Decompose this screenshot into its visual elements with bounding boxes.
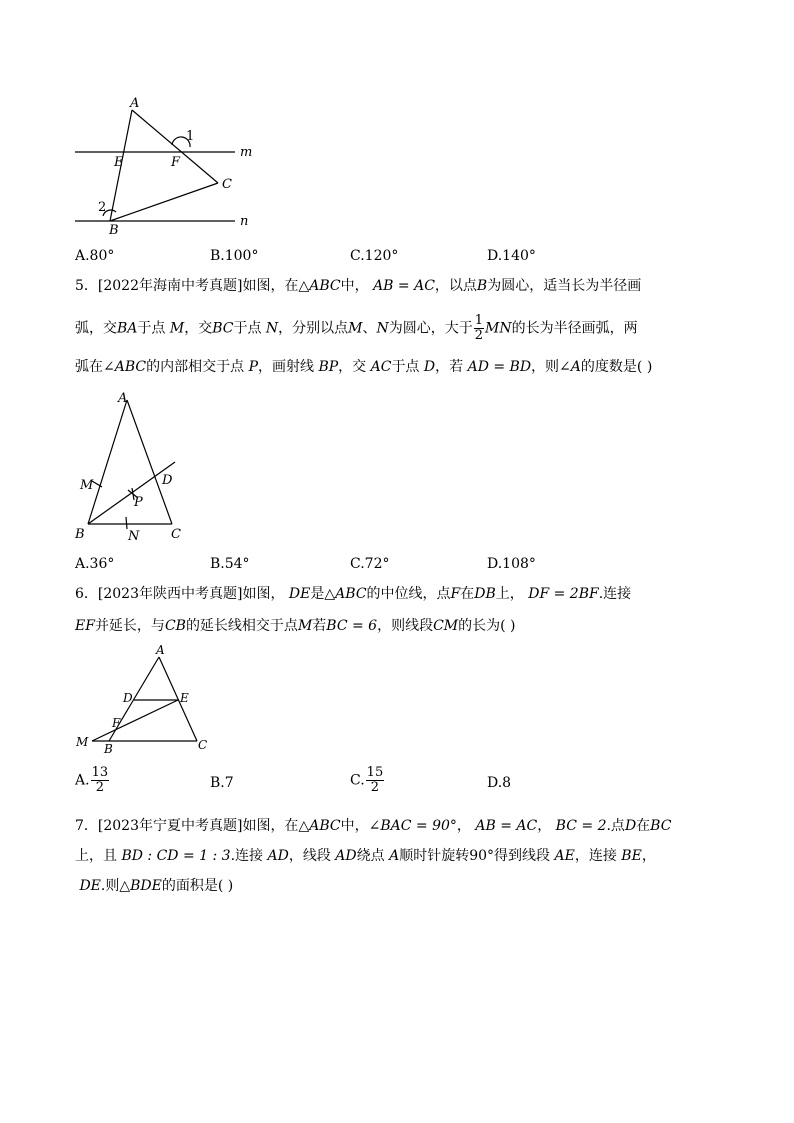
- q4-figure: [70, 95, 260, 240]
- label-m: M: [80, 478, 94, 493]
- segment-bc: [110, 183, 218, 221]
- label-m: m: [240, 145, 253, 160]
- q5-option-d[interactable]: D.108°: [487, 556, 536, 572]
- label-m: M: [76, 735, 89, 749]
- label-c: C: [198, 738, 208, 752]
- q6-option-a[interactable]: A. $\frac{13}{2}$: [75, 765, 109, 795]
- q7-text-line-3: DE.则△BDE的面积是( ): [79, 878, 234, 894]
- q6-option-d[interactable]: D.8: [487, 775, 512, 791]
- label-e: E: [180, 691, 189, 705]
- q5-option-a[interactable]: A.36°: [75, 556, 115, 572]
- segment-ac: [132, 110, 218, 183]
- label-e: E: [114, 155, 124, 170]
- q7-text-line-2: 上，且 BD : CD = 1 : 3.连接 AD，线段 AD绕点 A顺时针旋转90°得到线段 AE，连接 BE，: [75, 848, 656, 864]
- q4-option-c[interactable]: C.120°: [350, 248, 399, 264]
- q5-option-b[interactable]: B.54°: [210, 556, 250, 572]
- label-n: n: [240, 214, 249, 229]
- label-b: B: [104, 742, 113, 756]
- segment-ac: [159, 657, 197, 741]
- label-f: F: [112, 716, 121, 730]
- label-c: C: [222, 177, 232, 192]
- label-1: 1: [186, 129, 195, 144]
- q6-option-b[interactable]: B.7: [210, 775, 234, 791]
- label-d: D: [123, 691, 133, 705]
- label-a: A: [156, 643, 165, 657]
- q4-option-b[interactable]: B.100°: [210, 248, 259, 264]
- q5-text-line-2: 弧，交BA于点 M，交BC于点 N，分别以点M、N为圆心，大于 $\frac{1}{2}$ MN的长为半径画弧，两: [75, 313, 638, 343]
- arc-mark-n: [126, 517, 127, 529]
- label-a: A: [118, 391, 128, 406]
- q6-figure: [70, 643, 220, 758]
- label-d: D: [162, 473, 173, 488]
- q4-option-d[interactable]: D.140°: [487, 248, 536, 264]
- q6-text-line-1: 6．[2023年陕西中考真题]如图， DE是△ABC的中位线，点F在DB上， DF = 2BF.连接: [75, 586, 632, 602]
- label-b: B: [109, 223, 119, 238]
- label-a: A: [130, 96, 140, 111]
- segment-me: [92, 700, 178, 741]
- q5-fraction: $\frac{1}{2}$: [474, 313, 484, 343]
- q7-text-line-1: 7．[2023年宁夏中考真题]如图，在△ABC中，∠BAC = 90°， AB = AC， BC = 2.点D在BC: [75, 818, 672, 834]
- label-p: P: [134, 495, 143, 510]
- label-2: 2: [98, 200, 107, 215]
- q5-text-line-3: 弧在∠ABC的内部相交于点 P，画射线 BP，交 AC于点 D，若 AD = BD，则∠A的度数是( ): [75, 359, 653, 375]
- q5-option-c[interactable]: C.72°: [350, 556, 390, 572]
- q6-text-line-2: EF并延长，与CB的延长线相交于点M若BC = 6，则线段CM的长为( ): [75, 618, 516, 634]
- label-f: F: [171, 155, 181, 170]
- label-c: C: [171, 527, 181, 542]
- label-b: B: [75, 527, 85, 542]
- label-n: N: [128, 529, 140, 544]
- q4-option-a[interactable]: A.80°: [75, 248, 115, 264]
- segment-ab: [88, 400, 127, 524]
- q5-text-line-1: 5．[2022年海南中考真题]如图，在△ABC中， AB = AC，以点B为圆心，适当长为半径画: [75, 278, 642, 294]
- q6-option-c[interactable]: C. $\frac{15}{2}$: [350, 765, 384, 795]
- q5-figure: [70, 388, 200, 548]
